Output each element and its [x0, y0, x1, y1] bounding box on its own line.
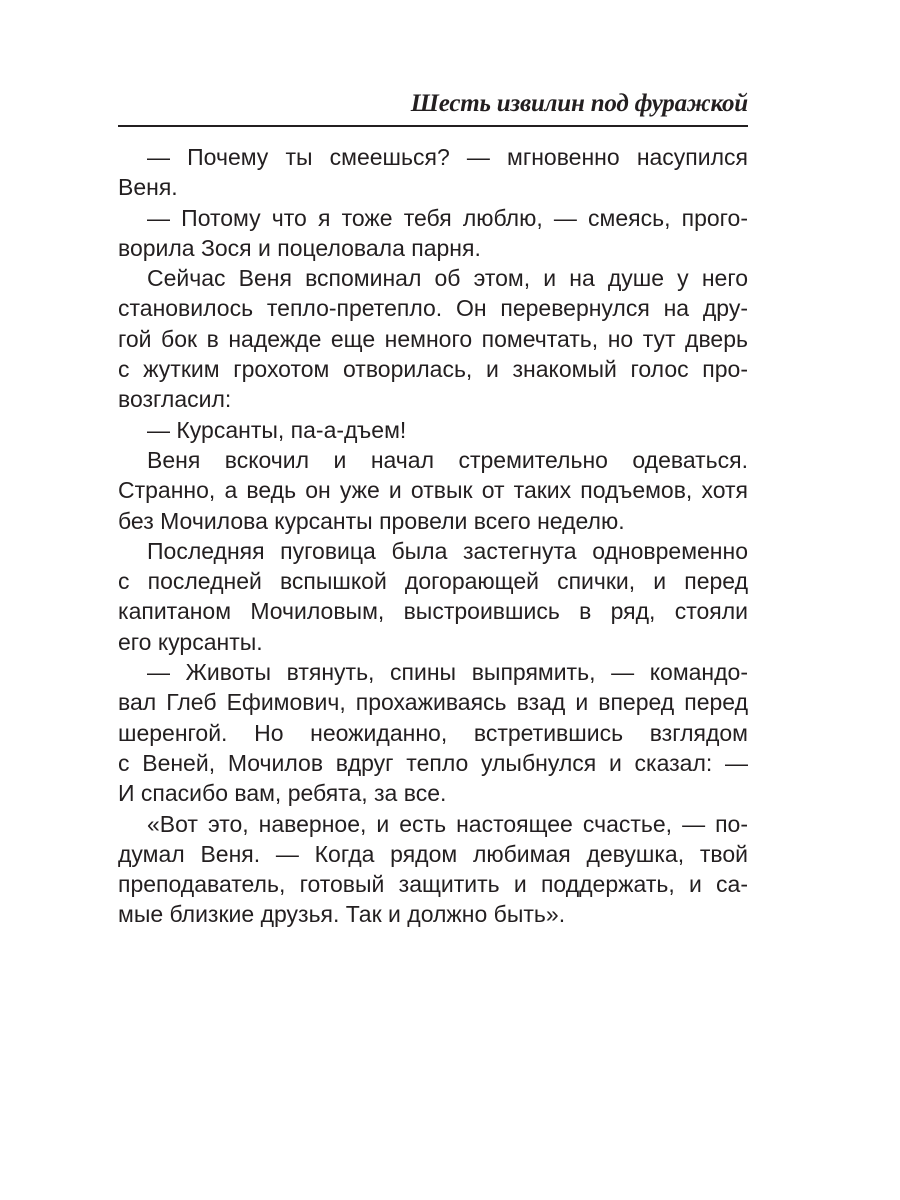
text-line: его курсанты.: [118, 628, 263, 655]
text-line: «Вот это, наверное, и есть настоящее счастье, — по-: [147, 810, 748, 837]
paragraph: [118, 415, 748, 445]
text-line: И спасибо вам, ребята, за все.: [118, 780, 447, 807]
text-line: преподаватель, готовый защитить и поддержать, и са-: [118, 871, 748, 898]
text-line: Сейчас Веня вспоминал об этом, и на душе у него: [147, 265, 748, 292]
text-line: Веня.: [118, 174, 178, 201]
text-line: — Курсанты, па-а-дъем!: [147, 416, 407, 443]
text-line: — Почему ты смеешься? — мгновенно насупился: [147, 144, 748, 170]
header-rule: [118, 125, 748, 127]
paragraph: [118, 445, 748, 536]
text-line: становилось тепло-претепло. Он перевернулся на дру-: [118, 295, 748, 322]
text-line: Последняя пуговица была застегнута одновременно: [147, 537, 748, 564]
running-head: Шесть извилин под фуражкой: [410, 90, 748, 117]
text-line: с последней вспышкой догорающей спички, и перед: [118, 568, 748, 595]
text-line: мые близкие друзья. Так и должно быть».: [118, 901, 566, 928]
text-line: гой бок в надежде еще немного помечтать, но тут дверь: [118, 325, 748, 352]
body-text: [118, 142, 748, 930]
text-line: думал Веня. — Когда рядом любимая девушка, твой: [118, 840, 748, 867]
paragraph: [118, 809, 748, 930]
text-line: — Животы втянуть, спины выпрямить, — командо-: [147, 659, 748, 686]
paragraph: [118, 263, 748, 414]
paragraph: [118, 203, 748, 264]
text-line: с жутким грохотом отворилась, и знакомый голос про-: [118, 356, 748, 383]
text-line: капитаном Мочиловым, выстроившись в ряд, стояли: [118, 598, 748, 625]
text-line: — Потому что я тоже тебя люблю, — смеясь, прого-: [147, 204, 748, 231]
text-line: вал Глеб Ефимович, прохаживаясь взад и вперед перед: [118, 689, 748, 716]
text-line: возгласил:: [118, 386, 232, 413]
text-line: с Веней, Мочилов вдруг тепло улыбнулся и сказал: —: [118, 749, 748, 776]
paragraph: [118, 536, 748, 657]
text-line: шеренгой. Но неожиданно, встретившись взглядом: [118, 719, 748, 746]
paragraph: [118, 657, 748, 808]
text-line: ворила Зося и поцеловала парня.: [118, 234, 481, 261]
text-line: Веня вскочил и начал стремительно одеваться.: [147, 446, 748, 473]
paragraph: [118, 142, 748, 203]
text-line: без Мочилова курсанты провели всего неделю.: [118, 507, 625, 534]
text-line: Странно, а ведь он уже и отвык от таких подъемов, хотя: [118, 477, 748, 504]
